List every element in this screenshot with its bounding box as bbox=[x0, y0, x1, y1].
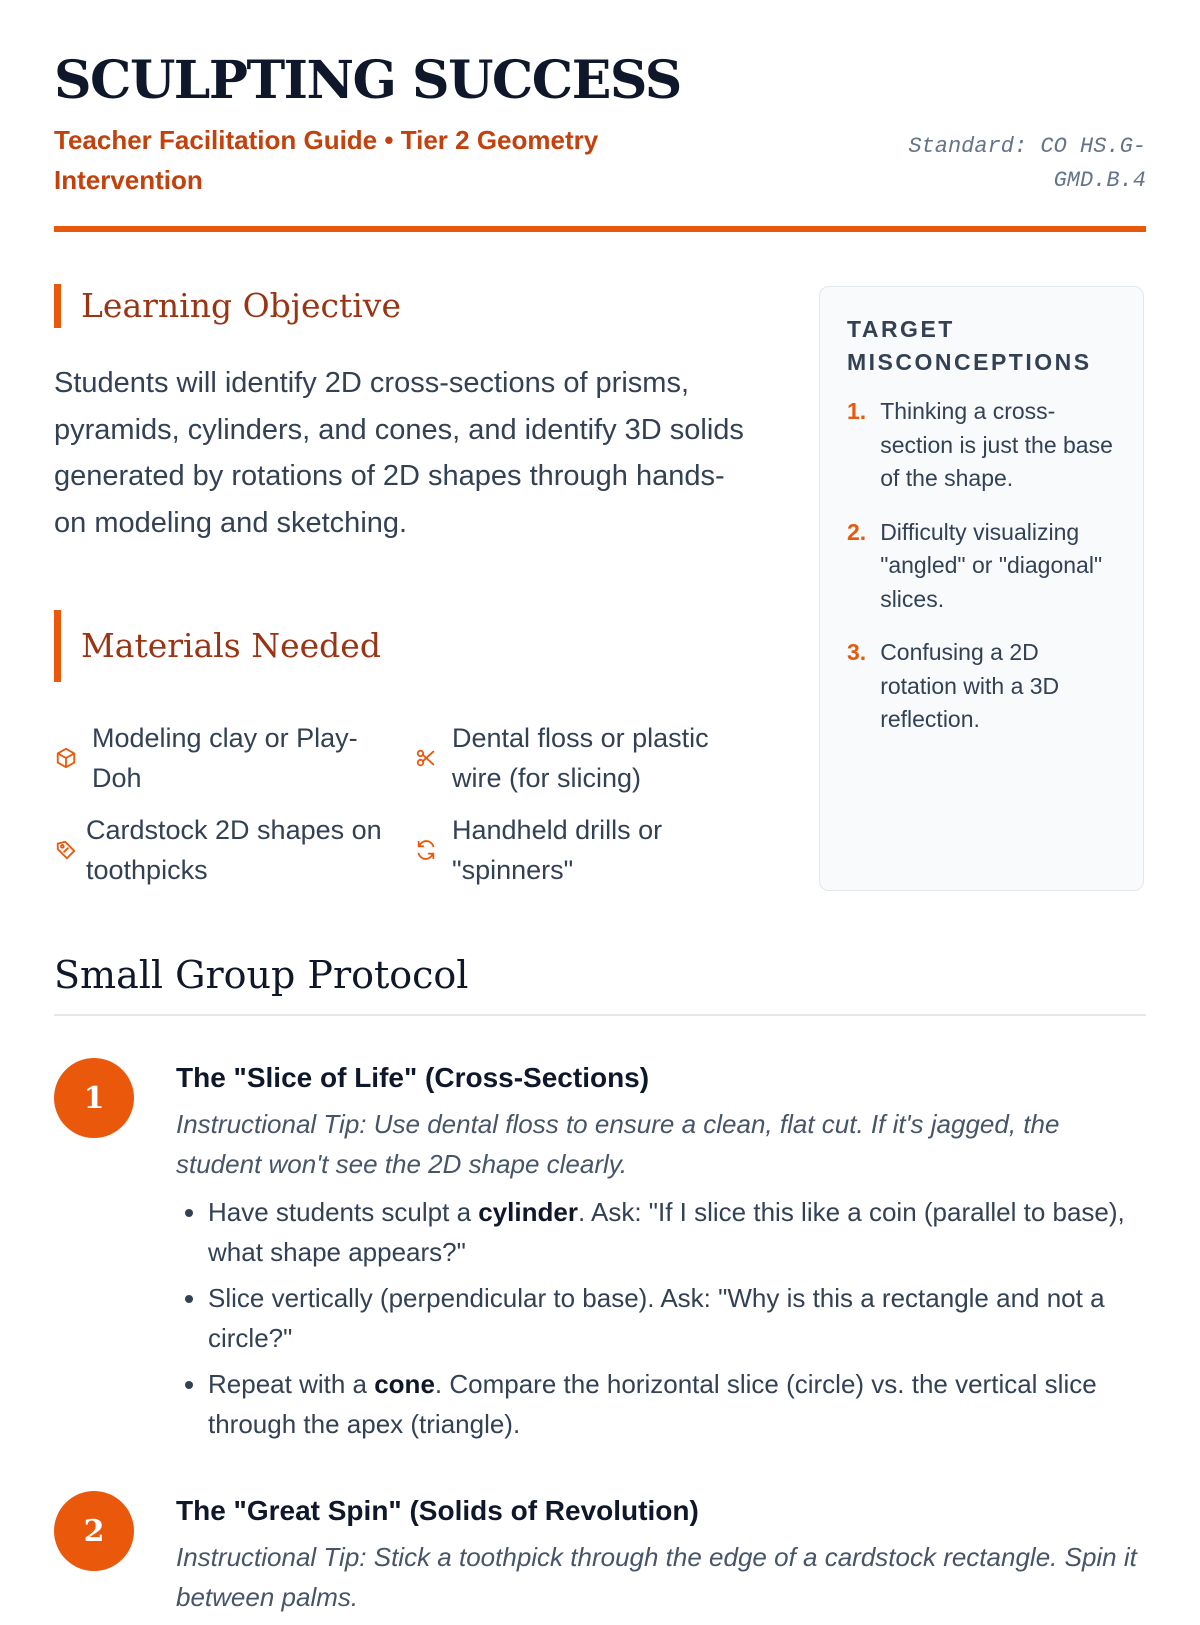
misconception-number: 1. bbox=[847, 398, 867, 424]
step-body bbox=[176, 1058, 1146, 1450]
step-bullet: • Have students sculpt a cylinder. Ask: "If I slice this like a coin (parallel to base), what shape appears?" bbox=[208, 1192, 1146, 1272]
step-number-badge: 1 bbox=[54, 1058, 134, 1138]
material-label: Cardstock 2D shapes on toothpicks bbox=[86, 815, 382, 885]
material-label: Dental floss or plastic wire (for slicing) bbox=[452, 723, 709, 793]
material-label: Modeling clay or Play-Doh bbox=[92, 723, 358, 793]
learning-objective-heading: Learning Objective bbox=[54, 284, 401, 328]
misconception-text: Thinking a cross-section is just the base of the shape. bbox=[880, 398, 1113, 491]
misconception-text: Difficulty visualizing "angled" or "diagonal" slices. bbox=[880, 518, 1103, 612]
step-bullet-list bbox=[176, 1192, 1146, 1444]
step-instructional-tip: Instructional Tip: Use dental floss to ensure a clean, flat cut. If it's jagged, the student won't see the 2D shape clearly. bbox=[176, 1109, 1060, 1179]
misconception-number: 2. bbox=[847, 518, 867, 545]
learning-objective-text: Students will identify 2D cross-sections of prisms, pyramids, cylinders, and cones, and identify 3D solids generated by rotations of 2D shapes through hands-on modeling and sketching. bbox=[54, 367, 744, 539]
step-bullet: • Slice vertically (perpendicular to base). Ask: "Why is this a rectangle and not a circle?" bbox=[208, 1278, 1146, 1358]
material-item bbox=[414, 718, 754, 798]
step-body bbox=[176, 1491, 1146, 1625]
step-bullet: • Repeat with a cone. Compare the horizontal slice (circle) vs. the vertical slice through the apex (triangle). bbox=[208, 1364, 1146, 1444]
step-instructional-tip: Instructional Tip: Stick a toothpick through the edge of a cardstock rectangle. Spin it between palms. bbox=[176, 1542, 1137, 1612]
protocol-divider bbox=[54, 1014, 1146, 1016]
page-title: SCULPTING SUCCESS bbox=[54, 50, 681, 111]
standard-code: Standard: CO HS.G-GMD.B.4 bbox=[908, 134, 1146, 193]
material-item bbox=[414, 810, 754, 890]
material-item bbox=[54, 718, 384, 798]
misconception-item bbox=[847, 636, 1117, 737]
misconceptions-title: TARGET MISCONCEPTIONS bbox=[847, 316, 1092, 375]
rotate-icon bbox=[414, 838, 438, 862]
page-header bbox=[54, 0, 1146, 236]
material-label: Handheld drills or "spinners" bbox=[452, 815, 663, 885]
header-divider bbox=[54, 226, 1146, 232]
page-subtitle: Teacher Facilitation Guide • Tier 2 Geometry Intervention bbox=[54, 125, 599, 195]
scissors-icon bbox=[414, 746, 438, 770]
shape-tag-icon bbox=[54, 838, 78, 862]
protocol-heading: Small Group Protocol bbox=[54, 953, 469, 997]
facilitation-guide-page bbox=[54, 0, 1146, 1612]
step-title: The "Great Spin" (Solids of Revolution) bbox=[176, 1495, 699, 1526]
misconception-number: 3. bbox=[847, 639, 867, 665]
misconception-item bbox=[847, 395, 1117, 496]
step-title: The "Slice of Life" (Cross-Sections) bbox=[176, 1062, 650, 1093]
materials-heading: Materials Needed bbox=[54, 610, 381, 682]
misconception-item bbox=[847, 516, 1117, 617]
misconceptions-list bbox=[847, 395, 1117, 737]
misconception-text: Confusing a 2D rotation with a 3D reflection. bbox=[880, 639, 1060, 732]
cube-icon bbox=[54, 746, 78, 770]
material-item bbox=[54, 810, 394, 890]
misconceptions-card bbox=[819, 286, 1144, 891]
step-number-badge: 2 bbox=[54, 1491, 134, 1571]
